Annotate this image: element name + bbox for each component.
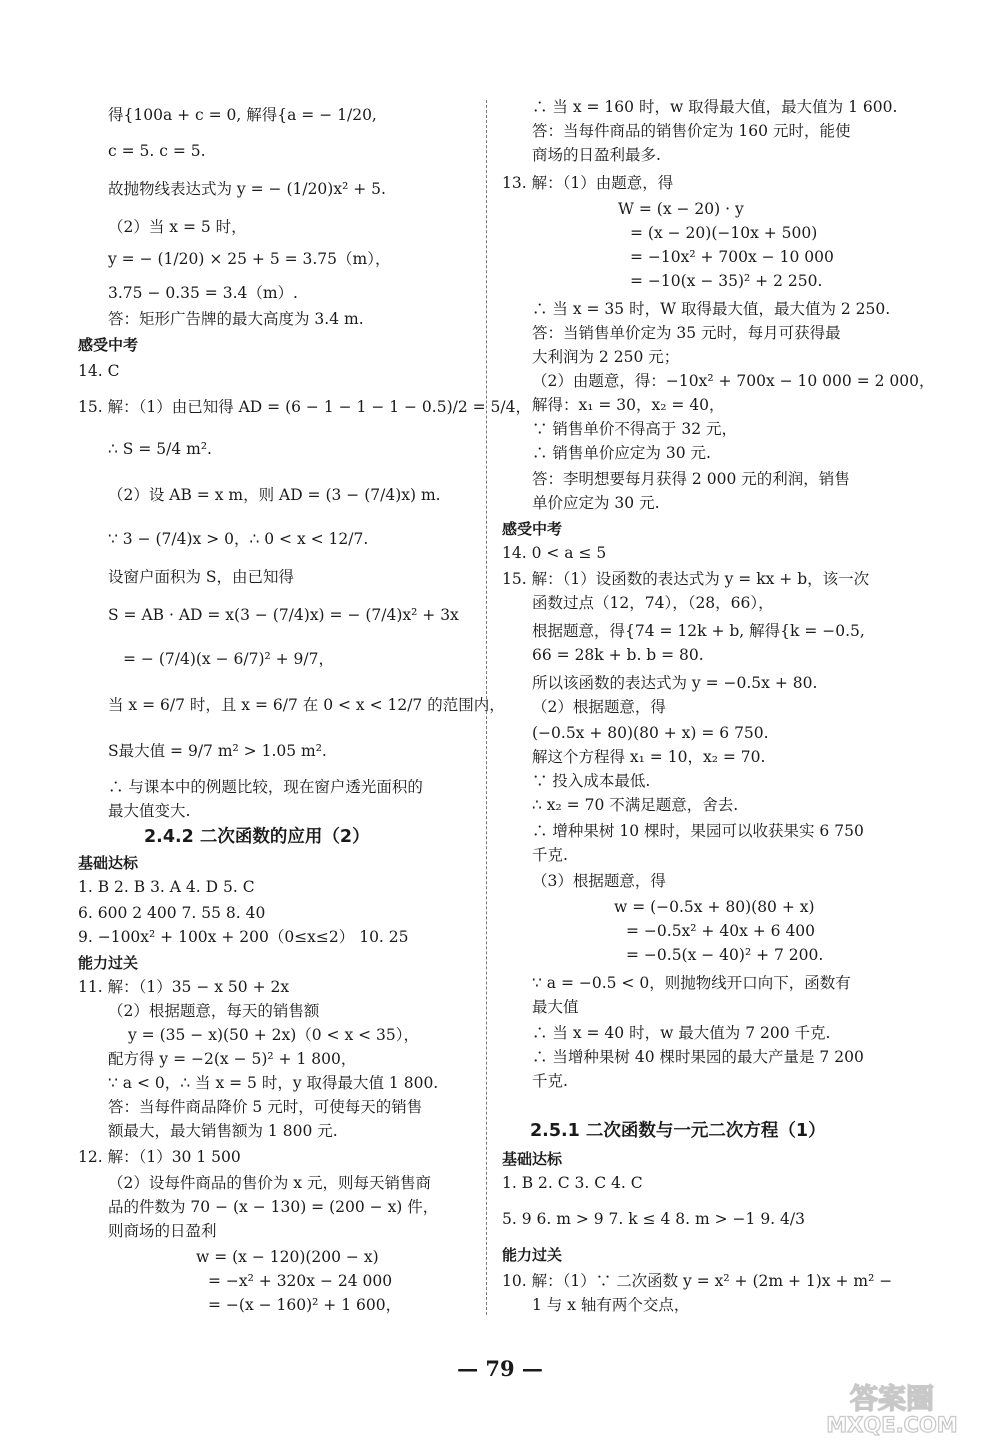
page-number: — 79 — bbox=[457, 1356, 543, 1381]
right-line: 解得：x₁ = 30，x₂ = 40， bbox=[532, 396, 725, 414]
left-line: 6. 600 2 400 7. 55 8. 40 bbox=[78, 904, 266, 922]
right-line: 千克. bbox=[532, 1072, 568, 1090]
right-line: （3）根据题意，得 bbox=[532, 872, 666, 890]
left-line: 设窗户面积为 S，由已知得 bbox=[108, 568, 295, 586]
right-line: 2.5.1 二次函数与一元二次方程（1） bbox=[530, 1121, 826, 1141]
left-line: ∴ 与课本中的例题比较，现在窗户透光面积的 bbox=[108, 778, 423, 796]
left-line: （2）设 AB = x m，则 AD = (3 − (7/4)x) m. bbox=[108, 486, 441, 504]
right-line: （2）由题意，得：−10x² + 700x − 10 000 = 2 000， bbox=[532, 372, 935, 390]
right-line: ∵ 投入成本最低. bbox=[532, 772, 651, 790]
left-line: 当 x = 6/7 时，且 x = 6/7 在 0 < x < 12/7 的范围内， bbox=[108, 696, 505, 714]
right-line: 能力过关 bbox=[502, 1246, 563, 1264]
right-line: ∵ 销售单价不得高于 32 元， bbox=[532, 420, 738, 438]
left-line: w = (x − 120)(200 − x) bbox=[196, 1248, 379, 1266]
watermark-icon bbox=[792, 1378, 992, 1436]
left-line: 9. −100x² + 100x + 200（0≤x≤2） 10. 25 bbox=[78, 928, 409, 946]
left-line: 最大值变大. bbox=[108, 802, 191, 820]
right-line: 14. 0 < a ≤ 5 bbox=[502, 544, 607, 562]
right-line: = −0.5x² + 40x + 6 400 bbox=[626, 922, 816, 940]
right-line: 大利润为 2 250 元； bbox=[532, 348, 680, 366]
column-divider bbox=[486, 100, 487, 1315]
left-line: 12. 解：（1）30 1 500 bbox=[78, 1148, 241, 1166]
right-line: ∴ 增种果树 10 棵时，果园可以收获果实 6 750 bbox=[532, 822, 864, 840]
left-line: y = (35 − x)(50 + 2x)（0 < x < 35）， bbox=[128, 1026, 420, 1044]
left-line: 11. 解：（1）35 − x 50 + 2x bbox=[78, 978, 290, 996]
right-line: 最大值 bbox=[532, 998, 579, 1016]
right-line: 66 = 28k + b. b = 80. bbox=[532, 646, 704, 664]
right-line: 1 与 x 轴有两个交点， bbox=[532, 1296, 690, 1314]
left-line: 答：当每件商品降价 5 元时，可使每天的销售 bbox=[108, 1098, 423, 1116]
right-line: 13. 解：（1）由题意，得 bbox=[502, 174, 674, 192]
right-line: 基础达标 bbox=[502, 1150, 563, 1168]
right-line: 5. 9 6. m > 9 7. k ≤ 4 8. m > −1 9. 4/3 bbox=[502, 1210, 805, 1228]
right-line: ∴ 当增种果树 40 棵时果园的最大产量是 7 200 bbox=[532, 1048, 864, 1066]
right-line: W = (x − 20) · y bbox=[618, 200, 744, 218]
watermark-url-text: MXQE.COM bbox=[826, 1413, 958, 1436]
right-line: ∴ 销售单价应定为 30 元. bbox=[532, 444, 711, 462]
left-line: ∵ a < 0，∴ 当 x = 5 时，y 取得最大值 1 800. bbox=[108, 1074, 439, 1092]
right-line: ∴ 当 x = 35 时，W 取得最大值，最大值为 2 250. bbox=[532, 300, 891, 318]
left-line: c = 5. c = 5. bbox=[108, 142, 206, 160]
right-line: 函数过点（12，74），（28，66）， bbox=[532, 594, 774, 612]
right-line: ∴ 当 x = 40 时，w 最大值为 7 200 千克. bbox=[532, 1024, 831, 1042]
right-line: (−0.5x + 80)(80 + x) = 6 750. bbox=[532, 724, 769, 742]
right-line: = −10x² + 700x − 10 000 bbox=[630, 248, 834, 266]
watermark-logo bbox=[792, 1378, 992, 1436]
left-line: 故抛物线表达式为 y = − (1/20)x² + 5. bbox=[108, 180, 386, 198]
right-line: 答：当每件商品的销售价定为 160 元时，能使 bbox=[532, 122, 851, 140]
watermark-main-text: 答案圈 bbox=[849, 1382, 935, 1415]
left-line: （2）设每件商品的售价为 x 元，则每天销售商 bbox=[108, 1174, 431, 1192]
right-line: = (x − 20)(−10x + 500) bbox=[630, 224, 818, 242]
left-line: 1. B 2. B 3. A 4. D 5. C bbox=[78, 878, 255, 896]
left-line: 答：矩形广告牌的最大高度为 3.4 m. bbox=[108, 310, 364, 328]
right-line: 商场的日盈利最多. bbox=[532, 146, 661, 164]
right-line: ∴ 当 x = 160 时，w 取得最大值，最大值为 1 600. bbox=[532, 98, 898, 116]
left-line: （2）当 x = 5 时， bbox=[108, 218, 247, 236]
left-line: 品的件数为 70 − (x − 130) = (200 − x) 件， bbox=[108, 1198, 439, 1216]
right-line: ∵ a = −0.5 < 0，则抛物线开口向下，函数有 bbox=[532, 974, 851, 992]
left-line: 感受中考 bbox=[78, 336, 139, 354]
left-line: ∵ 3 − (7/4)x > 0，∴ 0 < x < 12/7. bbox=[108, 530, 369, 548]
right-line: 答：李明想要每月获得 2 000 元的利润，销售 bbox=[532, 470, 850, 488]
right-line: 千克. bbox=[532, 846, 568, 864]
right-line: = −10(x − 35)² + 2 250. bbox=[630, 272, 823, 290]
right-line: 答：当销售单价定为 35 元时，每月可获得最 bbox=[532, 324, 841, 342]
left-line: 基础达标 bbox=[78, 854, 139, 872]
left-line: 15. 解：（1）由已知得 AD = (6 − 1 − 1 − 1 − 0.5)/2 = 5/4， bbox=[78, 398, 532, 416]
left-line: 则商场的日盈利 bbox=[108, 1222, 217, 1240]
right-line: 所以该函数的表达式为 y = −0.5x + 80. bbox=[532, 674, 818, 692]
left-line: 14. C bbox=[78, 362, 120, 380]
left-line: = −(x − 160)² + 1 600， bbox=[208, 1296, 402, 1314]
left-line: ∴ S = 5/4 m². bbox=[108, 440, 212, 458]
left-line: 配方得 y = −2(x − 5)² + 1 800， bbox=[108, 1050, 357, 1068]
right-line: 感受中考 bbox=[502, 520, 563, 538]
right-line: 10. 解：（1）∵ 二次函数 y = x² + (2m + 1)x + m² − bbox=[502, 1272, 893, 1290]
right-line: 根据题意，得{74 = 12k + b, 解得{k = −0.5, bbox=[532, 622, 865, 640]
left-line: （2）根据题意，每天的销售额 bbox=[108, 1002, 320, 1020]
right-line: w = (−0.5x + 80)(80 + x) bbox=[614, 898, 815, 916]
left-line: = − (7/4)(x − 6/7)² + 9/7， bbox=[123, 650, 334, 668]
left-line: 3.75 − 0.35 = 3.4（m）. bbox=[108, 284, 298, 302]
left-line: 额最大，最大销售额为 1 800 元. bbox=[108, 1122, 338, 1140]
right-line: 15. 解：（1）设函数的表达式为 y = kx + b，该一次 bbox=[502, 570, 870, 588]
right-line: 单价应定为 30 元. bbox=[532, 494, 660, 512]
right-line: 解这个方程得 x₁ = 10，x₂ = 70. bbox=[532, 748, 766, 766]
left-line: 2.4.2 二次函数的应用（2） bbox=[144, 827, 370, 847]
left-line: = −x² + 320x − 24 000 bbox=[208, 1272, 393, 1290]
right-line: ∴ x₂ = 70 不满足题意，舍去. bbox=[532, 796, 739, 814]
left-line: y = − (1/20) × 25 + 5 = 3.75（m）， bbox=[108, 250, 391, 268]
right-line: （2）根据题意，得 bbox=[532, 698, 666, 716]
left-line: 得{100a + c = 0, 解得{a = − 1/20, bbox=[108, 106, 377, 124]
left-line: S最大值 = 9/7 m² > 1.05 m². bbox=[108, 742, 327, 760]
right-line: 1. B 2. C 3. C 4. C bbox=[502, 1174, 643, 1192]
right-line: = −0.5(x − 40)² + 7 200. bbox=[626, 946, 824, 964]
left-line: S = AB · AD = x(3 − (7/4)x) = − (7/4)x² + 3x bbox=[108, 606, 459, 624]
left-line: 能力过关 bbox=[78, 954, 139, 972]
